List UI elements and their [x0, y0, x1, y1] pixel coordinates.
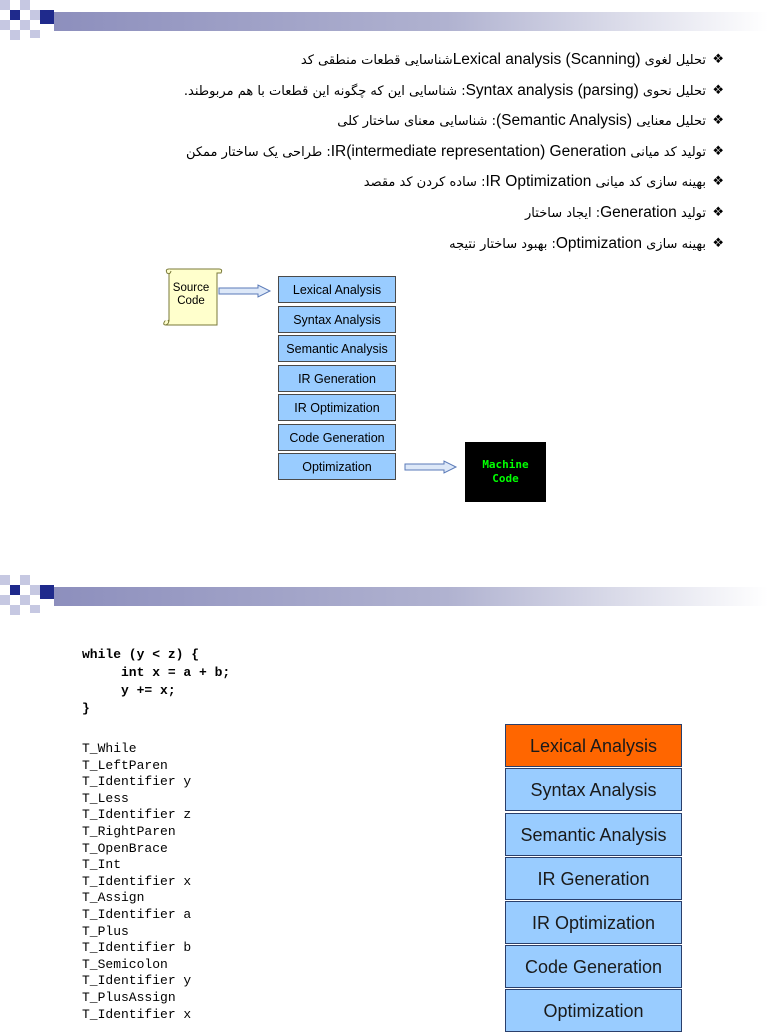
slide-1	[0, 0, 768, 512]
stage-optimization: Optimization	[505, 989, 682, 1032]
bullet-text-pre: تولید	[676, 205, 706, 221]
bullet-text-post: : شناسایی این که چگونه این قطعات با هم مربوطند.	[183, 83, 466, 99]
bullet-text-en: Lexical analysis (Scanning)	[452, 51, 641, 68]
stage-optimization: Optimization	[278, 453, 396, 480]
stage-lexical-analysis-active: Lexical Analysis	[505, 724, 682, 767]
stage-syntax-analysis: Syntax Analysis	[278, 306, 396, 333]
stage-ir-generation: IR Generation	[505, 857, 682, 900]
slide-2	[0, 512, 768, 1024]
bullet-text-en: IR Optimization	[485, 173, 592, 191]
token-item: T_RightParen	[82, 823, 176, 839]
bullet-item	[46, 106, 724, 137]
stage-ir-optimization: IR Optimization	[505, 901, 682, 944]
diamond-bullet-icon: ❖	[712, 82, 724, 98]
code-line: while (y < z) {	[82, 647, 200, 662]
token-item: T_Identifier z	[82, 807, 192, 823]
code-line: int x = a + b;	[82, 665, 231, 680]
code-line: y += x;	[82, 683, 176, 698]
stage-ir-optimization: IR Optimization	[278, 394, 396, 421]
machine-code-line: Machine	[482, 458, 529, 471]
bullet-text-pre: بهینه سازی	[642, 236, 706, 252]
arrow-right-icon	[404, 460, 458, 474]
stage-semantic-analysis: Semantic Analysis	[278, 335, 396, 362]
stage-code-generation: Code Generation	[505, 945, 682, 988]
bullet-text-post: : ساده کردن کد مقصد	[363, 175, 486, 191]
bullet-item	[46, 137, 724, 168]
stage-semantic-analysis: Semantic Analysis	[505, 813, 682, 856]
diamond-bullet-icon: ❖	[712, 235, 724, 251]
bullet-text-pre: تحلیل لغوی	[640, 53, 706, 68]
token-item: T_Plus	[82, 923, 129, 939]
token-item: T_Identifier a	[82, 906, 192, 922]
token-item: T_Identifier b	[82, 940, 192, 956]
bullet-text-post: : طراحی یک ساختار ممکن	[185, 144, 331, 160]
stage-lexical-analysis: Lexical Analysis	[278, 276, 396, 303]
source-code-block	[82, 646, 230, 718]
bullet-text-en: (Semantic Analysis)	[495, 112, 633, 130]
stage-code-generation: Code Generation	[278, 424, 396, 451]
bullet-item	[46, 229, 724, 260]
bullet-list	[46, 45, 724, 259]
stage-ir-generation: IR Generation	[278, 365, 396, 392]
machine-code-box	[465, 442, 546, 502]
bullet-text-post: : بهبود ساختار نتیجه	[449, 236, 556, 252]
source-label-line: Code	[177, 295, 205, 307]
bullet-text-post: : شناسایی معنای ساختار کلی	[337, 114, 496, 130]
bullet-text-pre: تولید کد میانی	[626, 144, 706, 160]
token-item: T_Identifier y	[82, 774, 192, 790]
token-item: T_Identifier x	[82, 873, 192, 889]
bullet-text-pre: بهینه سازی کد میانی	[591, 175, 706, 191]
token-item: T_Int	[82, 857, 122, 873]
bullet-text-en: Optimization	[555, 234, 642, 252]
bullet-item	[46, 198, 724, 229]
source-label-line: Source	[172, 282, 210, 294]
bullet-text-pre: تحلیل معنایی	[632, 114, 706, 130]
bullet-text-en: Generation	[600, 203, 677, 221]
bullet-text-post: : ایجاد ساختار	[525, 205, 601, 221]
token-item: T_LeftParen	[82, 757, 168, 773]
bullet-item	[46, 167, 724, 198]
diamond-bullet-icon: ❖	[712, 143, 724, 159]
diamond-bullet-icon: ❖	[712, 204, 724, 220]
diamond-bullet-icon: ❖	[712, 52, 724, 67]
token-item: T_PlusAssign	[82, 989, 176, 1005]
code-line: }	[82, 701, 90, 716]
token-item: T_Identifier y	[82, 973, 192, 989]
token-item: T_Assign	[82, 890, 145, 906]
token-item: T_Semicolon	[82, 956, 168, 972]
diamond-bullet-icon: ❖	[712, 174, 724, 190]
bullet-text-post: شناسایی قطعات منطقی کد	[300, 53, 453, 68]
token-item: T_OpenBrace	[82, 840, 168, 856]
source-code-label	[166, 282, 216, 308]
bullet-text-pre: تحلیل نحوی	[638, 83, 706, 99]
bullet-item	[46, 45, 724, 76]
token-list	[82, 741, 191, 1023]
token-item: T_Less	[82, 790, 129, 806]
bullet-text-en: IR(intermediate representation) Generation	[330, 142, 627, 160]
diamond-bullet-icon: ❖	[712, 113, 724, 129]
machine-code-line: Code	[492, 472, 519, 485]
token-item: T_While	[82, 741, 137, 756]
token-item: T_Identifier x	[82, 1006, 192, 1022]
bullet-text-en: Syntax analysis (parsing)	[465, 81, 639, 99]
stage-syntax-analysis: Syntax Analysis	[505, 768, 682, 811]
bullet-item	[46, 76, 724, 107]
arrow-right-icon	[218, 284, 272, 298]
